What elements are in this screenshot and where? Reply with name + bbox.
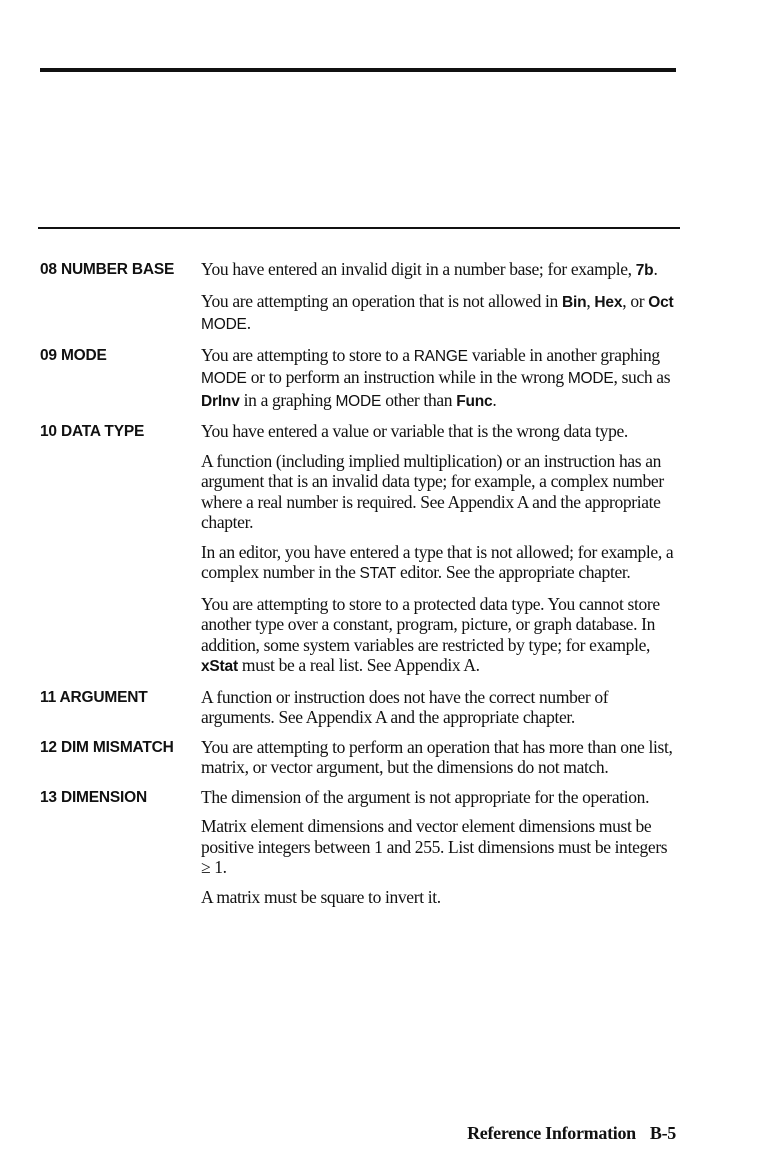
error-entry <box>40 737 680 778</box>
page-number: B-5 <box>649 1123 676 1143</box>
error-entry <box>40 787 680 908</box>
description-paragraph <box>201 421 680 442</box>
menu-text: MODE <box>201 370 247 387</box>
text-run: Matrix element dimensions and vector element dimensions must be positive integers between 1 and 255. List dimensions must be integers ≥ 1. <box>201 816 668 877</box>
error-entry <box>40 687 680 728</box>
text-run: You are attempting to store to a protected data type. You cannot store another type over a constant, program, picture, or graph database. In addition, some system variables are restricted by type; for example, <box>201 593 660 655</box>
text-run: A function (including implied multiplication) or an instruction has an argument that is an invalid data type; for example, a complex number where a real number is required. See Appendix A and the appropriate chapter. <box>201 450 664 532</box>
error-code: 12 DIM MISMATCH <box>40 738 174 756</box>
keyword-text: Oct <box>648 293 674 311</box>
menu-text: STAT <box>359 565 397 582</box>
text-run: editor. See the appropriate chapter. <box>396 562 631 582</box>
description-paragraph <box>201 291 680 336</box>
text-run: or to perform an instruction while in the wrong <box>246 367 568 387</box>
description-paragraph <box>201 345 680 413</box>
text-run: . <box>492 389 497 410</box>
keyword-text: Func <box>456 392 493 410</box>
description-paragraph <box>201 542 680 585</box>
error-code: 13 DIMENSION <box>40 788 147 806</box>
keyword-text: xStat <box>201 658 238 675</box>
page-footer <box>467 1123 676 1144</box>
text-run: You are attempting to store to a <box>201 344 414 365</box>
error-code: 09 MODE <box>40 346 107 364</box>
text-run: A function or instruction does not have the correct number of arguments. See Appendix A and the appropriate chapter. <box>201 686 609 727</box>
text-run: . <box>246 313 251 333</box>
keyword-text: DrInv <box>201 392 240 410</box>
description-paragraph <box>201 259 680 282</box>
description-paragraph <box>201 816 680 878</box>
menu-text: MODE <box>201 316 247 333</box>
text-run: In an editor, you have entered a type that is not allowed; for example, a complex number in the <box>201 541 674 582</box>
description-paragraph <box>201 451 680 533</box>
error-entry <box>40 421 680 678</box>
error-description <box>201 787 680 908</box>
text-run: , or <box>622 290 649 311</box>
text-run: You are attempting an operation that is not allowed in <box>201 290 562 311</box>
error-description <box>201 259 680 336</box>
text-run: variable in another graphing <box>467 344 660 365</box>
text-run: must be a real list. See Appendix A. <box>237 655 480 675</box>
keyword-text: Hex <box>594 293 623 311</box>
section-rule <box>38 227 680 229</box>
error-description <box>201 687 680 728</box>
menu-text: MODE <box>335 392 382 410</box>
text-run: in a graphing <box>239 389 336 410</box>
description-paragraph <box>201 687 680 728</box>
error-description <box>201 737 680 778</box>
error-entry <box>40 345 680 413</box>
error-entry <box>40 259 680 336</box>
error-description <box>201 345 680 413</box>
text-run: . <box>653 259 658 279</box>
text-run: other than <box>381 389 457 410</box>
text-run: A matrix must be square to invert it. <box>201 886 441 907</box>
text-run: You have entered an invalid digit in a number base; for example, <box>201 259 636 279</box>
menu-text: RANGE <box>413 347 468 365</box>
description-paragraph <box>201 737 680 778</box>
text-run: The dimension of the argument is not appropriate for the operation. <box>201 786 650 807</box>
error-description <box>201 421 680 678</box>
error-code: 10 DATA TYPE <box>40 423 145 440</box>
error-code: 11 ARGUMENT <box>40 688 148 706</box>
error-message-list <box>40 259 680 916</box>
text-run: , <box>586 290 595 311</box>
error-code: 08 NUMBER BASE <box>40 261 175 278</box>
keyword-text: 7b <box>635 262 654 279</box>
text-run: You are attempting to perform an operation that has more than one list, matrix, or vector argument, but the dimensions do not match. <box>201 736 673 777</box>
description-paragraph <box>201 787 680 808</box>
footer-section-title: Reference Information <box>467 1123 636 1143</box>
top-rule <box>40 68 676 72</box>
description-paragraph <box>201 594 680 678</box>
description-paragraph <box>201 887 680 908</box>
menu-text: MODE <box>567 370 614 387</box>
text-run: , such as <box>613 367 671 387</box>
text-run: You have entered a value or variable that is the wrong data type. <box>201 421 628 441</box>
keyword-text: Bin <box>561 293 587 311</box>
